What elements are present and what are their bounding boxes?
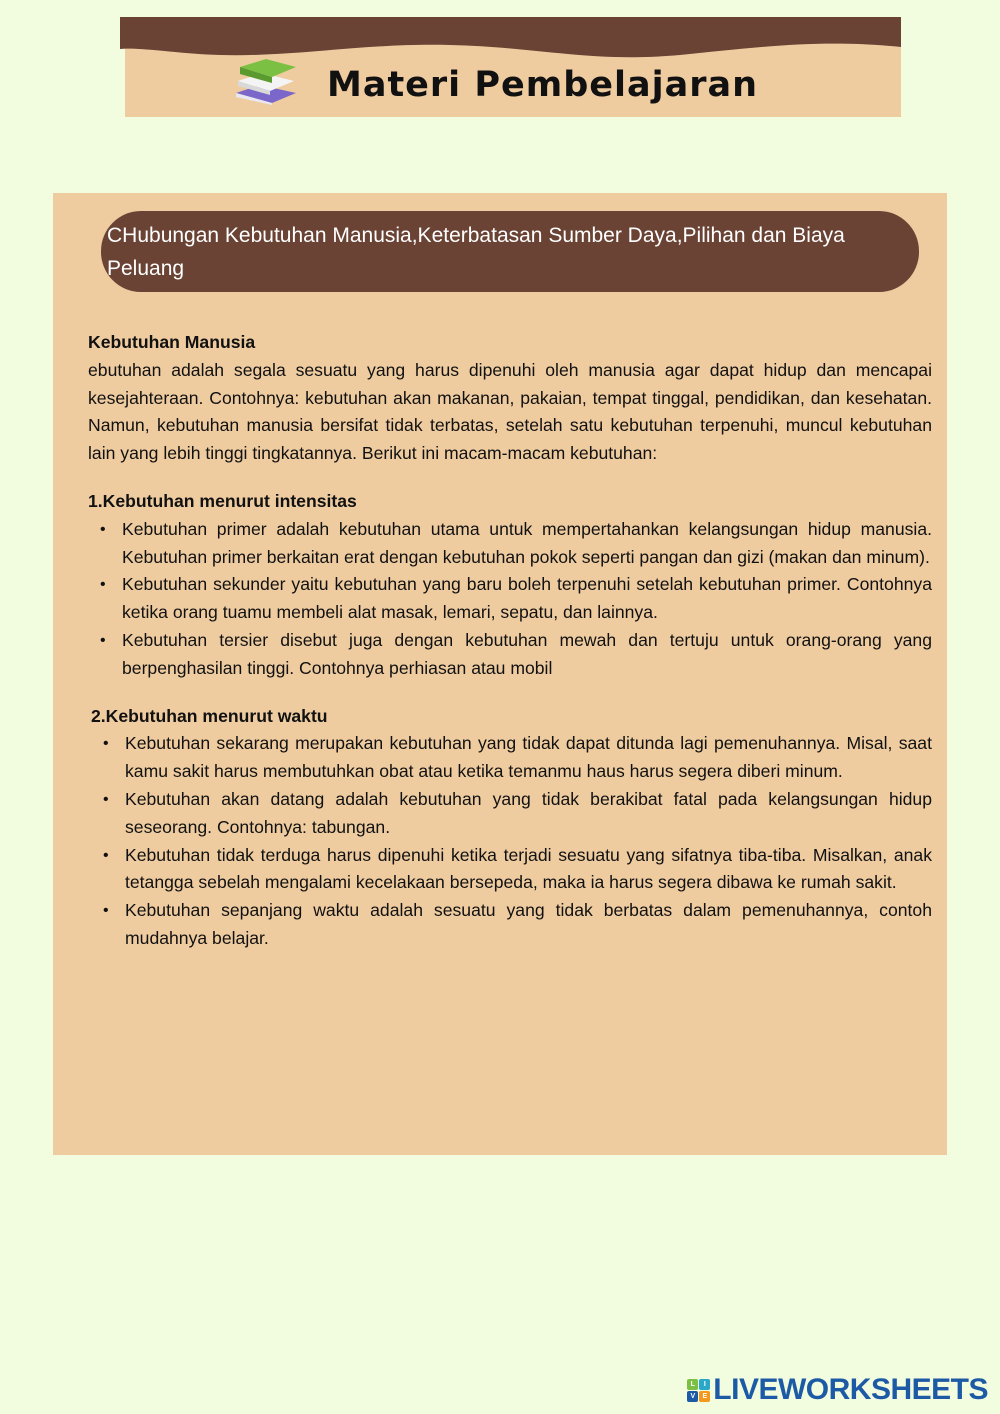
content-body	[88, 329, 932, 953]
brand-name: LIVEWORKSHEETS	[713, 1373, 988, 1406]
list-item: • Kebutuhan akan datang adalah kebutuhan yang tidak berakibat fatal pada kelangsungan hidup seseorang. Contohnya: tabungan.	[91, 786, 932, 842]
list-item: • Kebutuhan sekarang merupakan kebutuhan yang tidak dapat ditunda lagi pemenuhannya. Misal, saat kamu sakit harus membutuhkan obat atau ketika temanmu haus harus segera diberi minum.	[91, 730, 932, 786]
list-item: • Kebutuhan sekunder yaitu kebutuhan yang baru boleh terpenuhi setelah kebutuhan primer. Contohnya ketika orang tuamu membeli alat masak, lemari, sepatu, dan lainnya.	[88, 571, 932, 627]
topic-title: CHubungan Kebutuhan Manusia,Keterbatasan Sumber Daya,Pilihan dan Biaya Peluang	[101, 211, 919, 292]
brand-mark-icon	[687, 1379, 710, 1402]
intensitas-heading: 1.Kebutuhan menurut intensitas	[88, 490, 357, 511]
list-item: • Kebutuhan sepanjang waktu adalah sesuatu yang tidak berbatas dalam pemenuhannya, contoh mudahnya belajar.	[91, 897, 932, 953]
liveworksheets-logo[interactable]	[687, 1372, 988, 1408]
logo-letter: E	[699, 1391, 710, 1402]
content-panel	[53, 193, 947, 1155]
logo-letter: V	[687, 1391, 698, 1402]
logo-letter: I	[699, 1379, 710, 1390]
list-item: • Kebutuhan tidak terduga harus dipenuhi ketika terjadi sesuatu yang sifatnya tiba-tiba. Misalkan, anak tetangga sebelah mengalami kecelakaan bersepeda, maka ia harus segera dibawa ke rumah sakit.	[91, 842, 932, 898]
section-heading: Kebutuhan Manusia	[88, 332, 256, 352]
waktu-heading: 2.Kebutuhan menurut waktu	[91, 705, 328, 726]
list-item: • Kebutuhan tersier disebut juga dengan kebutuhan mewah dan tertuju untuk orang-orang yang berpenghasilan tinggi. Contohnya perhiasan atau mobil	[88, 627, 932, 683]
intro-paragraph: ebutuhan adalah segala sesuatu yang harus dipenuhi oleh manusia agar dapat hidup dan mencapai kesejahteraan. Contohnya: kebutuhan akan makanan, pakaian, tempat tinggal, pendidikan, dan kesehatan. Namun, kebutuhan manusia bersifat tidak terbatas, setelah satu kebutuhan terpenuhi, muncul kebutuhan lain yang lebih tinggi tingkatannya. Berikut ini macam-macam kebutuhan:	[88, 359, 932, 464]
waktu-list	[88, 730, 932, 952]
intensitas-list	[88, 516, 932, 683]
page-title: Materi Pembelajaran	[327, 65, 759, 105]
logo-letter: L	[687, 1379, 698, 1390]
header-banner	[120, 17, 901, 117]
list-item: • Kebutuhan primer adalah kebutuhan utama untuk mempertahankan kelangsungan hidup manusia. Kebutuhan primer berkaitan erat dengan kebutuhan pokok seperti pangan dan gizi (makan dan minum).	[88, 516, 932, 572]
books-icon	[230, 55, 300, 105]
